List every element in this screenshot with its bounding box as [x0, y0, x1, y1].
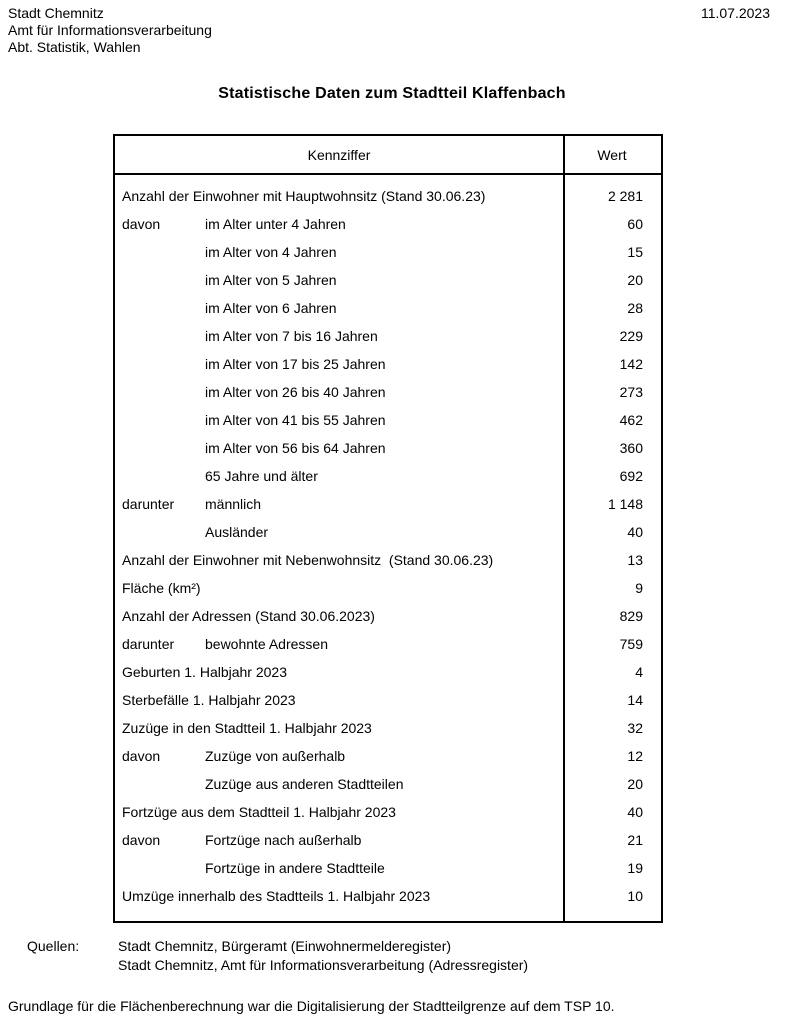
table-header-row [115, 136, 661, 175]
wert-cell: 40 [627, 524, 643, 540]
row-label: Fortzüge in andere Stadtteile [205, 860, 385, 876]
wert-cell: 142 [619, 356, 643, 372]
row-prefix: davon [122, 216, 161, 232]
row-label: im Alter von 26 bis 40 Jahren [205, 384, 386, 400]
wert-cell: 4 [635, 664, 643, 680]
row-prefix: darunter [122, 636, 175, 652]
row-prefix: davon [122, 748, 161, 764]
kennziffer-cell [115, 322, 563, 350]
row-label: Zuzüge aus anderen Stadtteilen [205, 776, 404, 792]
table-row [115, 462, 661, 490]
kennziffer-cell [115, 266, 563, 294]
wert-cell: 32 [627, 720, 643, 736]
page-title: Statistische Daten zum Stadtteil Klaffenbach [218, 85, 566, 102]
row-label: im Alter von 7 bis 16 Jahren [205, 328, 378, 344]
row-label: Fortzüge aus dem Stadtteil 1. Halbjahr 2023 [122, 804, 396, 820]
row-label: Geburten 1. Halbjahr 2023 [122, 664, 287, 680]
kennziffer-cell [115, 294, 563, 322]
wert-cell: 9 [635, 580, 643, 596]
wert-cell: 40 [627, 804, 643, 820]
table-row [115, 798, 661, 826]
kennziffer-cell [115, 630, 563, 658]
wert-cell: 229 [619, 328, 643, 344]
kennziffer-cell [115, 882, 563, 910]
table-row [115, 378, 661, 406]
kennziffer-cell [115, 378, 563, 406]
kennziffer-cell [115, 714, 563, 742]
row-label: Ausländer [205, 524, 269, 540]
row-label: im Alter von 4 Jahren [205, 244, 337, 260]
row-label: im Alter unter 4 Jahren [205, 216, 346, 232]
table-row [115, 322, 661, 350]
org-line-3: Abt. Statistik, Wahlen [8, 39, 141, 55]
wert-cell: 14 [627, 692, 643, 708]
statistics-table [113, 134, 663, 923]
sources-lines [118, 937, 528, 975]
table-row [115, 350, 661, 378]
kennziffer-cell [115, 490, 563, 518]
table-row [115, 854, 661, 882]
wert-cell: 360 [619, 440, 643, 456]
column-divider [563, 136, 565, 921]
row-prefix: davon [122, 832, 161, 848]
sources-block [27, 937, 528, 975]
row-label: Anzahl der Einwohner mit Hauptwohnsitz (Stand 30.06.23) [122, 188, 486, 204]
table-row [115, 406, 661, 434]
source-line-2: Stadt Chemnitz, Amt für Informationsverarbeitung (Adressregister) [118, 957, 529, 973]
row-label: Fortzüge nach außerhalb [205, 832, 362, 848]
wert-cell: 692 [619, 468, 643, 484]
row-label: im Alter von 56 bis 64 Jahren [205, 440, 386, 456]
row-label: im Alter von 5 Jahren [205, 272, 337, 288]
table-row [115, 546, 661, 574]
wert-cell: 15 [627, 244, 643, 260]
row-label: Umzüge innerhalb des Stadtteils 1. Halbjahr 2023 [122, 888, 431, 904]
wert-cell: 2 281 [607, 188, 643, 204]
wert-cell: 759 [619, 636, 643, 652]
row-label: Zuzüge in den Stadtteil 1. Halbjahr 2023 [122, 720, 372, 736]
kennziffer-cell [115, 854, 563, 882]
row-label: Sterbefälle 1. Halbjahr 2023 [122, 692, 296, 708]
kennziffer-cell [115, 658, 563, 686]
kennziffer-cell [115, 210, 563, 238]
row-label: Fläche (km²) [122, 580, 201, 596]
wert-cell: 273 [619, 384, 643, 400]
wert-cell: 28 [627, 300, 643, 316]
wert-cell: 13 [627, 552, 643, 568]
kennziffer-cell [115, 742, 563, 770]
footnote: Grundlage für die Flächenberechnung war die Digitalisierung der Stadtteilgrenze auf dem TSP 10. [8, 998, 615, 1014]
table-row [115, 294, 661, 322]
wert-cell: 60 [627, 216, 643, 232]
source-line-1: Stadt Chemnitz, Bürgeramt (Einwohnermelderegister) [118, 938, 452, 954]
table-row [115, 770, 661, 798]
kennziffer-cell [115, 462, 563, 490]
wert-cell: 21 [627, 832, 643, 848]
wert-cell: 10 [627, 888, 643, 904]
table-row [115, 574, 661, 602]
wert-cell: 20 [627, 272, 643, 288]
kennziffer-cell [115, 770, 563, 798]
row-label: männlich [205, 496, 262, 512]
kennziffer-cell [115, 546, 563, 574]
sources-label: Quellen: [27, 938, 80, 954]
column-header-kennziffer: Kennziffer [307, 146, 371, 163]
table-row [115, 434, 661, 462]
row-label: Anzahl der Einwohner mit Nebenwohnsitz (Stand 30.06.23) [122, 552, 494, 568]
kennziffer-cell [115, 518, 563, 546]
table-row [115, 210, 661, 238]
table-row [115, 742, 661, 770]
kennziffer-cell [115, 826, 563, 854]
org-line-2: Amt für Informationsverarbeitung [8, 22, 212, 38]
row-prefix: darunter [122, 496, 175, 512]
row-label: Anzahl der Adressen (Stand 30.06.2023) [122, 608, 375, 624]
document-date: 11.07.2023 [700, 5, 770, 21]
column-header-wert: Wert [597, 146, 627, 163]
kennziffer-cell [115, 238, 563, 266]
org-block [8, 5, 212, 56]
table-row [115, 182, 661, 210]
table-row [115, 518, 661, 546]
row-label: im Alter von 6 Jahren [205, 300, 337, 316]
wert-cell: 20 [627, 776, 643, 792]
table-row [115, 602, 661, 630]
table-row [115, 266, 661, 294]
kennziffer-cell [115, 574, 563, 602]
kennziffer-cell [115, 798, 563, 826]
wert-cell: 1 148 [607, 496, 643, 512]
table-row [115, 882, 661, 910]
table-row [115, 658, 661, 686]
row-label: im Alter von 17 bis 25 Jahren [205, 356, 386, 372]
org-line-1: Stadt Chemnitz [8, 5, 104, 21]
kennziffer-cell [115, 182, 563, 210]
kennziffer-cell [115, 406, 563, 434]
wert-cell: 462 [619, 412, 643, 428]
table-row [115, 826, 661, 854]
table-row [115, 630, 661, 658]
row-label: bewohnte Adressen [205, 636, 328, 652]
kennziffer-cell [115, 350, 563, 378]
kennziffer-cell [115, 602, 563, 630]
table-row [115, 714, 661, 742]
row-label: im Alter von 41 bis 55 Jahren [205, 412, 386, 428]
wert-cell: 19 [627, 860, 643, 876]
kennziffer-cell [115, 686, 563, 714]
row-label: 65 Jahre und älter [205, 468, 318, 484]
table-row [115, 686, 661, 714]
wert-cell: 829 [619, 608, 643, 624]
table-row [115, 238, 661, 266]
table-row [115, 490, 661, 518]
kennziffer-cell [115, 434, 563, 462]
table-body [115, 175, 661, 920]
row-label: Zuzüge von außerhalb [205, 748, 346, 764]
wert-cell: 12 [627, 748, 643, 764]
